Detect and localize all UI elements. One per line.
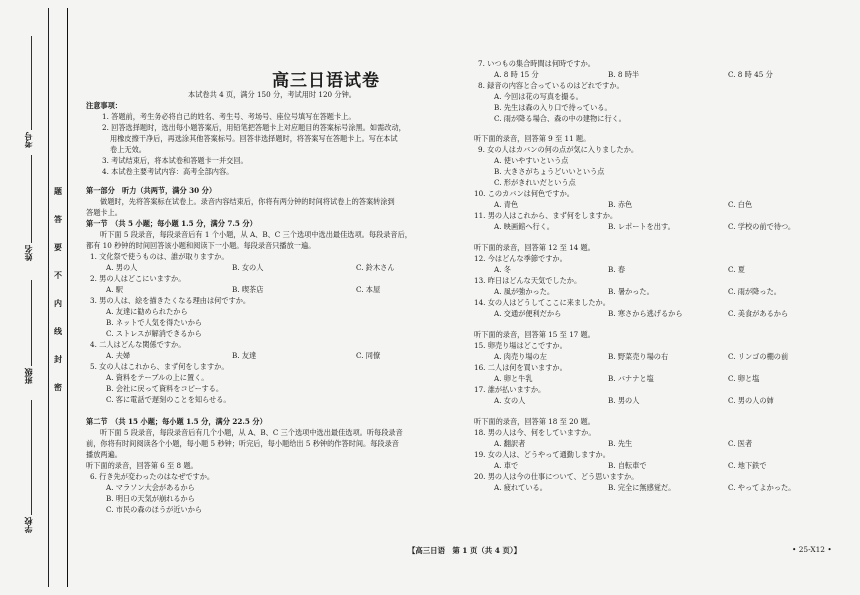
section2-intro: 听下面 5 段录音，每段录音后有几个小题，从 A、B、C 三个选项中选出最佳选项。听每段录音 [100,428,403,437]
field-banji[interactable] [31,280,32,366]
option-b[interactable]: B. バナナと塩 [608,374,654,383]
question-9: 9. 女の人はカバンの何の点が気に入りましたか。 [478,145,639,154]
option-c[interactable]: C. 医者 [728,439,753,448]
group-heading: 听下面的录音，回答第 12 至 14 题。 [474,243,595,252]
binding-line [67,8,68,587]
part1-intro: 答题卡上。 [86,208,122,217]
label-kaohao: 考号 [23,132,33,148]
notes-line: 4. 本试卷主要考试内容：高考全部内容。 [102,167,234,176]
option-b[interactable]: B. ネットで人気を得たいから [106,318,203,327]
option-a[interactable]: A. 翻訳者 [494,439,526,448]
group-heading: 听下面的录音，回答第 9 至 11 题。 [474,134,591,143]
option-c[interactable]: C. やってよかった。 [728,483,796,492]
option-c[interactable]: C. 地下鉄で [728,461,767,470]
notes-line: 1. 答题前，考生务必将自己的姓名、考生号、考场号、座位号填写在答题卡上。 [102,112,356,121]
option-b[interactable]: B. 自転車で [608,461,647,470]
option-a[interactable]: A. 風が強かった。 [494,287,555,296]
option-b[interactable]: B. 先生 [608,439,633,448]
option-a[interactable]: A. 肉売り場の左 [494,352,547,361]
question-5: 5. 女の人はこれから、まず何をしますか。 [90,362,229,371]
option-c[interactable]: C. 同僚 [356,351,381,360]
option-a[interactable]: A. 友達に勧められたから [106,307,188,316]
option-c[interactable]: C. 客に電話で遅刻のことを知らせる。 [106,395,231,404]
option-c[interactable]: C. 男の人の姉 [728,396,774,405]
option-b[interactable]: B. 先生は森の入り口で待っている。 [494,103,612,112]
option-a[interactable]: A. 男の人 [106,263,138,272]
question-15: 15. 卵売り場はどこですか。 [474,341,567,350]
seal-char: 要 [54,242,62,252]
option-c[interactable]: C. 雨が降る場合、森の中の建物に行く。 [494,114,626,123]
question-7: 7. いつもの集合時間は何時ですか。 [478,59,595,68]
option-a[interactable]: A. 今回は花の写真を撮る。 [494,92,583,101]
option-b[interactable]: B. レポートを出す。 [608,222,675,231]
option-a[interactable]: A. 駅 [106,285,123,294]
option-c[interactable]: C. 学校の前で待つ。 [728,222,796,231]
label-xuexiao: 学校 [23,517,33,533]
option-c[interactable]: C. 8 時 45 分 [728,70,773,79]
option-c[interactable]: C. リンゴの棚の前 [728,352,789,361]
question-20: 20. 男の人は今の仕事について、どう思いますか。 [474,472,639,481]
question-16: 16. 二人は何を買いますか。 [474,363,567,372]
option-b[interactable]: B. 男の人 [608,396,640,405]
question-3: 3. 男の人は、絵を描きたくなる理由は何ですか。 [90,296,251,305]
field-kaohao[interactable] [31,36,32,130]
option-c[interactable]: C. 卵と塩 [728,374,760,383]
question-14: 14. 女の人はどうしてここに来ましたか。 [474,298,610,307]
seal-char: 封 [54,354,62,364]
label-banji: 班级 [23,368,33,384]
page-subtitle: 本试卷共 4 页，满分 150 分，考试用时 120 分钟。 [188,90,356,99]
question-17: 17. 誰が払いますか。 [474,385,546,394]
group-heading: 听下面的录音，回答第 15 至 17 题。 [474,330,595,339]
option-b[interactable]: B. 寒さから逃げるから [608,309,683,318]
question-8: 8. 録音の内容と合っているのはどれですか。 [478,81,624,90]
option-b[interactable]: B. 完全に無感覚だ。 [608,483,676,492]
notes-line: 卷上无效。 [110,145,146,154]
option-b[interactable]: B. 喫茶店 [232,285,264,294]
option-a[interactable]: A. マラソン大会があるから [106,483,195,492]
option-a[interactable]: A. 車で [494,461,519,470]
group-heading: 听下面的录音，回答第 6 至 8 题。 [86,461,198,470]
option-a[interactable]: A. 女の人 [494,396,526,405]
option-a[interactable]: A. 夫婦 [106,351,131,360]
section2-intro: 前，你将有时间阅读各个小题，每小题 5 秒钟；听完后，每小题给出 5 秒钟的作答时间。每段录音 [86,439,399,448]
option-c[interactable]: C. 市民の森のほうが近いから [106,505,203,514]
option-a[interactable]: A. 交通が便利だから [494,309,562,318]
option-a[interactable]: A. 青色 [494,200,519,209]
section1-intro: 听下面 5 段录音，每段录音后有 1 个小题，从 A、B、C 三个选项中选出最佳选项。每段录音后， [100,230,412,239]
seal-char: 答 [54,214,62,224]
option-b[interactable]: B. 友達 [232,351,257,360]
page-code: • 25-X12 • [792,545,832,554]
question-1: 1. 文化祭で使うものは、誰が取りますか。 [90,252,229,261]
part1-intro: 做题时，先将答案标在试卷上。录音内容结束后，你将有两分钟的时间将试卷上的答案转涂到 [100,197,395,206]
field-xuexiao[interactable] [31,400,32,515]
question-2: 2. 男の人はどこにいますか。 [90,274,186,283]
field-xingming[interactable] [31,155,32,243]
option-b[interactable]: B. 8 時半 [608,70,640,79]
group-heading: 听下面的录音，回答第 18 至 20 题。 [474,417,595,426]
notes-line: 3. 考试结束后，将本试卷和答题卡一并交回。 [102,156,248,165]
option-c[interactable]: C. 夏 [728,265,745,274]
option-a[interactable]: A. 映画館へ行く。 [494,222,554,231]
section2-intro: 播放两遍。 [86,450,122,459]
option-a[interactable]: A. 疲れている。 [494,483,547,492]
question-4: 4. 二人はどんな関係ですか。 [90,340,186,349]
option-a[interactable]: A. 使いやすいという点 [494,156,569,165]
option-b[interactable]: B. 明日の天気が崩れるから [106,494,195,503]
question-6: 6. 行き先が変わったのはなぜですか。 [90,472,215,481]
binding-strip [0,0,72,595]
section1-intro: 都有 10 秒钟的时间回答该小题和阅读下一小题。每段录音只播放一遍。 [86,241,316,250]
option-c[interactable]: C. 白色 [728,200,753,209]
question-18: 18. 男の人は今、何をしていますか。 [474,428,596,437]
option-c[interactable]: C. 鈴木さん [356,263,395,272]
binding-line [48,8,49,587]
question-11: 11. 男の人はこれから、まず何をしますか。 [474,211,618,220]
option-a[interactable]: A. 冬 [494,265,511,274]
seal-char: 内 [54,298,62,308]
notes-heading: 注意事项： [86,101,122,110]
option-b[interactable]: B. 赤色 [608,200,633,209]
option-a[interactable]: A. 8 時 15 分 [494,70,539,79]
option-b[interactable]: B. 野菜売り場の右 [608,352,669,361]
section1-heading: 第一节 （共 5 小题；每小题 1.5 分，满分 7.5 分） [86,219,257,228]
option-c[interactable]: C. 美食があるから [728,309,789,318]
notes-line: 2. 回答选择题时，选出每小题答案后，用铅笔把答题卡上对应题目的答案标号涂黑。如需改动， [102,123,406,132]
option-b[interactable]: B. 大きさがちょうどいいという点 [494,167,605,176]
question-13: 13. 昨日はどんな天気でしたか。 [474,276,582,285]
question-12: 12. 今はどんな季節ですか。 [474,254,567,263]
seal-char: 不 [54,270,62,280]
notes-line: 用橡皮擦干净后，再选涂其他答案标号。回答非选择题时，将答案写在答题卡上。写在本试 [110,134,398,143]
option-b[interactable]: B. 女の人 [232,263,264,272]
page-footer: 【高三日语 第 1 页（共 4 页）】 [408,546,521,555]
seal-char: 密 [54,382,62,392]
part1-heading: 第一部分 听力（共两节，满分 30 分） [86,186,217,195]
question-19: 19. 女の人は、どうやって通勤しますか。 [474,450,610,459]
option-b[interactable]: B. 会社に戻って資料をコピーする。 [106,384,224,393]
seal-char: 线 [54,326,62,336]
option-b[interactable]: B. 暑かった。 [608,287,654,296]
page-title: 高三日语试卷 [272,71,380,91]
label-xingming: 姓名 [23,245,33,261]
option-c[interactable]: C. 形がきれいだという点 [494,178,576,187]
option-b[interactable]: B. 春 [608,265,626,274]
seal-char: 题 [54,186,62,196]
option-c[interactable]: C. 本屋 [356,285,381,294]
option-c[interactable]: C. 雨が降った。 [728,287,781,296]
option-a[interactable]: A. 資料をテーブルの上に置く。 [106,373,209,382]
option-c[interactable]: C. ストレスが解消できるから [106,329,202,338]
section2-heading: 第二节 （共 15 小题；每小题 1.5 分，满分 22.5 分） [86,417,267,426]
question-10: 10. このカバンは何色ですか。 [474,189,574,198]
option-a[interactable]: A. 卵と牛乳 [494,374,533,383]
